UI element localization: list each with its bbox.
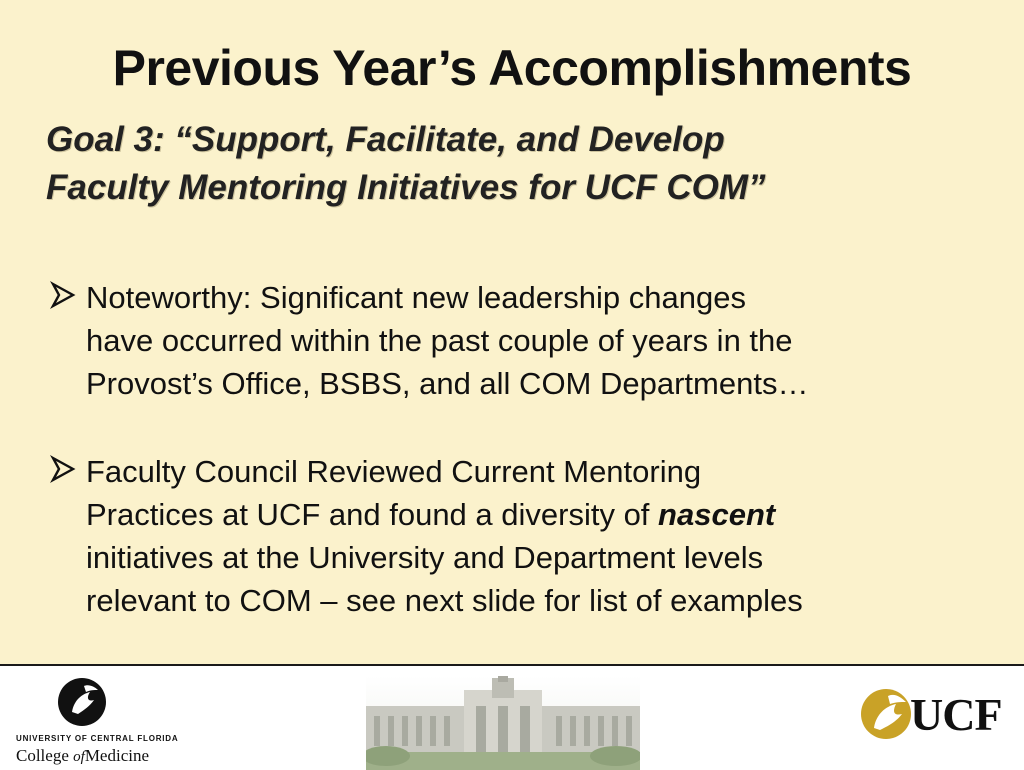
of-word: of xyxy=(73,749,85,765)
bullet-list xyxy=(46,276,946,622)
bullet-2-line-2 xyxy=(86,493,946,536)
college-of-medicine-name xyxy=(16,746,149,766)
ucf-pegasus-icon xyxy=(860,684,914,744)
university-name: UNIVERSITY OF CENTRAL FLORIDA xyxy=(16,734,179,743)
bullet-item-faculty-council xyxy=(46,450,946,622)
slide-title: Previous Year’s Accomplishments xyxy=(112,40,912,96)
bullet-1-line-1: Noteworthy: Significant new leadership changes xyxy=(86,280,746,315)
goal-line-1: Goal 3: “Support, Facilitate, and Develop xyxy=(46,120,725,159)
building-photo-image xyxy=(366,676,640,770)
college-word: College xyxy=(16,746,69,765)
bullet-1-line-3: Provost’s Office, BSBS, and all COM Departments… xyxy=(86,366,809,401)
goal-heading xyxy=(46,116,946,212)
bullet-2-line-1: Faculty Council Reviewed Current Mentoring xyxy=(86,454,702,489)
bullet-2-line-4: relevant to COM – see next slide for list of examples xyxy=(86,583,803,618)
bullet-1-line-2: have occurred within the past couple of years in the xyxy=(86,323,793,358)
footer-bar xyxy=(0,664,1024,770)
ucf-wordmark: UCF xyxy=(910,689,1002,740)
emphasis-nascent: nascent xyxy=(658,497,776,532)
arrow-bullet-icon xyxy=(50,452,76,486)
goal-line-2: Faculty Mentoring Initiatives for UCF COM” xyxy=(46,168,766,207)
bullet-2-line-3: initiatives at the University and Department levels xyxy=(86,540,764,575)
arrow-bullet-icon xyxy=(50,278,76,312)
ucf-logo xyxy=(860,682,1010,748)
medicine-word: Medicine xyxy=(84,746,150,765)
bullet-2-line-2-text: Practices at UCF and found a diversity of xyxy=(86,497,659,532)
bullet-item-noteworthy xyxy=(46,276,946,405)
college-of-medicine-logo xyxy=(14,674,179,766)
pegasus-icon xyxy=(54,674,114,730)
